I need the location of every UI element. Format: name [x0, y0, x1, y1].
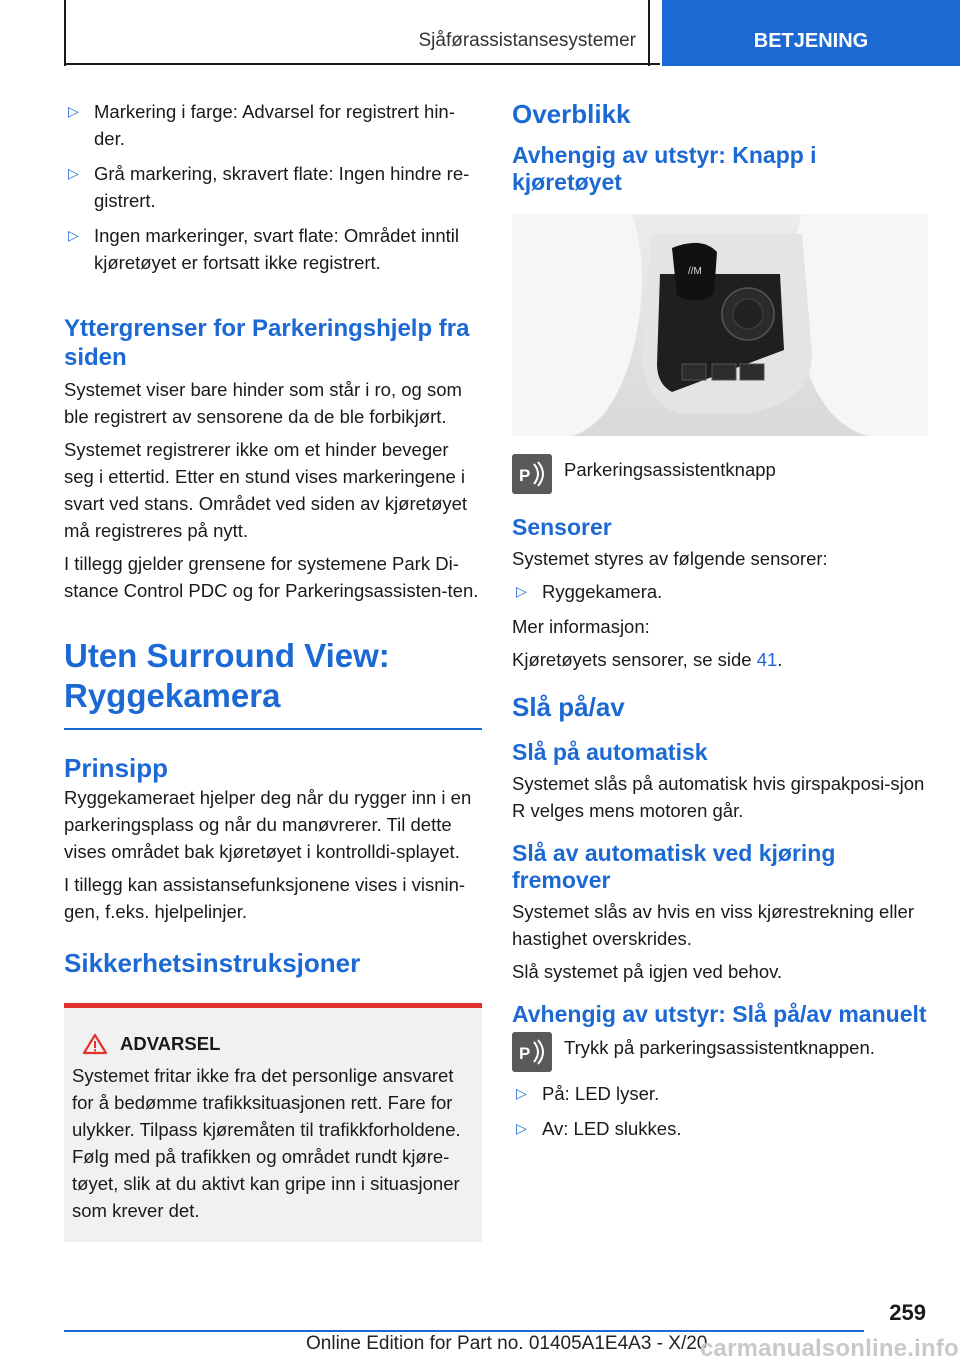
- heading-chapter-line2: Ryggekamera: [64, 677, 281, 714]
- bullet-triangle-icon: ▷: [68, 227, 79, 243]
- paragraph: Slå systemet på igjen ved behov.: [512, 961, 783, 982]
- heading-manual: Avhengig av utstyr: Slå på/av manuelt: [512, 1001, 927, 1027]
- list-item: ▷ Ingen markeringer, svart flate: Området inntil kjøretøyet er fortsatt ikke registrert.: [64, 222, 482, 276]
- header-divider: [648, 0, 650, 66]
- heading-safety: Sikkerhetsinstruksjoner: [64, 947, 361, 978]
- left-column: [64, 98, 482, 1242]
- svg-text:P: P: [519, 1044, 531, 1063]
- list-item: ▷ Av: LED slukkes.: [512, 1115, 928, 1142]
- paragraph: Systemet styres av følgende sensorer:: [512, 548, 828, 569]
- bullet-triangle-icon: ▷: [68, 103, 79, 119]
- warning-box: [64, 1003, 482, 1242]
- svg-text://M: //M: [688, 266, 702, 277]
- paragraph: I tillegg gjelder grensene for systemene Park Di-stance Control PDC og for Parkeringsassisten-ten.: [64, 553, 479, 601]
- bullet-triangle-icon: ▷: [516, 1120, 527, 1136]
- heading-chapter-line1: Uten Surround View:: [64, 637, 390, 674]
- list-item: ▷ Grå markering, skravert flate: Ingen hindre re-gistrert.: [64, 160, 482, 214]
- heading-auto-on: Slå på automatisk: [512, 739, 708, 765]
- bullet-triangle-icon: ▷: [68, 165, 79, 181]
- parking-assistant-button-icon: [512, 454, 552, 494]
- heading-button-in-vehicle: Avhengig av utstyr: Knapp i kjøretøyet: [512, 142, 817, 195]
- edition-text: Online Edition for Part no. 01405A1E4A3 - X/20: [306, 1333, 708, 1354]
- watermark: carmanualsonline.info: [700, 1335, 959, 1362]
- heading-sensors: Sensorer: [512, 514, 612, 540]
- manual-instruction-row: [512, 1032, 928, 1072]
- paragraph: I tillegg kan assistansefunksjonene vises i visnin-gen, f.eks. hjelpelinjer.: [64, 873, 466, 922]
- footer-rule: [64, 1330, 864, 1332]
- heading-on-off: Slå på/av: [512, 692, 625, 722]
- paragraph: Ryggekameraet hjelper deg når du rygger inn i en parkeringsplass og når du manøvrerer. Til dette vises området bak kjøretøyet i kontrolldi-splayet.: [64, 786, 472, 862]
- heading-overview: Overblikk: [512, 99, 631, 129]
- paragraph: Systemet registrerer ikke om et hinder beveger seg i ettertid. Etter en stund vises markeringene i svart ved stans. Området ved siden av kjøretøyet må registreres på nytt.: [64, 439, 468, 541]
- svg-text:P: P: [519, 466, 531, 485]
- list-item: ▷ Ryggekamera.: [512, 578, 928, 605]
- heading-principle: Prinsipp: [64, 752, 169, 783]
- warning-triangle-icon: [82, 1033, 108, 1055]
- list-item: ▷ Markering i farge: Advarsel for registrert hin-der.: [64, 98, 482, 152]
- caption-row: [512, 454, 928, 494]
- paragraph: Systemet slås av hvis en viss kjørestrekning eller hastighet overskrides.: [512, 901, 914, 949]
- chapter-tab[interactable]: BETJENING: [662, 0, 960, 66]
- list-item: ▷ På: LED lyser.: [512, 1080, 928, 1107]
- header-bottom-rule: [64, 63, 660, 65]
- bullet-triangle-icon: ▷: [516, 1085, 527, 1101]
- warning-text: Systemet fritar ikke fra det personlige ansvaret for å bedømme trafikksituasjonen rett. Fare for ulykker. Tilpass kjøremåten til trafikkforholdene. Følg med på trafikken og området rundt kjøre-tøyet, slik at du aktivt kan gripe inn i situasjoner som krever det.: [72, 1064, 461, 1221]
- parking-assistant-button-icon: [512, 1032, 552, 1072]
- heading-outer-limits: Yttergrenser for Parkeringshjelp fra siden: [64, 315, 470, 371]
- cross-reference: Kjøretøyets sensorer, se side 41.: [512, 649, 783, 670]
- paragraph: Systemet slås på automatisk hvis girspakposi-sjon R velges mens motoren går.: [512, 773, 925, 821]
- page-header: [0, 0, 960, 66]
- paragraph: Mer informasjon:: [512, 616, 650, 637]
- page-link[interactable]: 41: [756, 649, 778, 670]
- image-caption: Parkeringsassistentknapp: [564, 459, 776, 480]
- header-left-rule: [64, 0, 66, 66]
- section-title: Sjåførassistansesystemer: [418, 30, 636, 51]
- paragraph: Systemet viser bare hinder som står i ro, og som ble registrert av sensorene da de ble forbikjørt.: [64, 379, 462, 427]
- page-number: 259: [889, 1300, 926, 1325]
- section-divider: [64, 728, 482, 730]
- bullet-triangle-icon: ▷: [516, 583, 527, 599]
- heading-auto-off: Slå av automatisk ved kjøring fremover: [512, 840, 836, 893]
- console-photo: [512, 214, 928, 436]
- right-column: [512, 98, 928, 1150]
- instruction-text: Trykk på parkeringsassistentknappen.: [564, 1037, 875, 1058]
- warning-title: ADVARSEL: [72, 1032, 474, 1056]
